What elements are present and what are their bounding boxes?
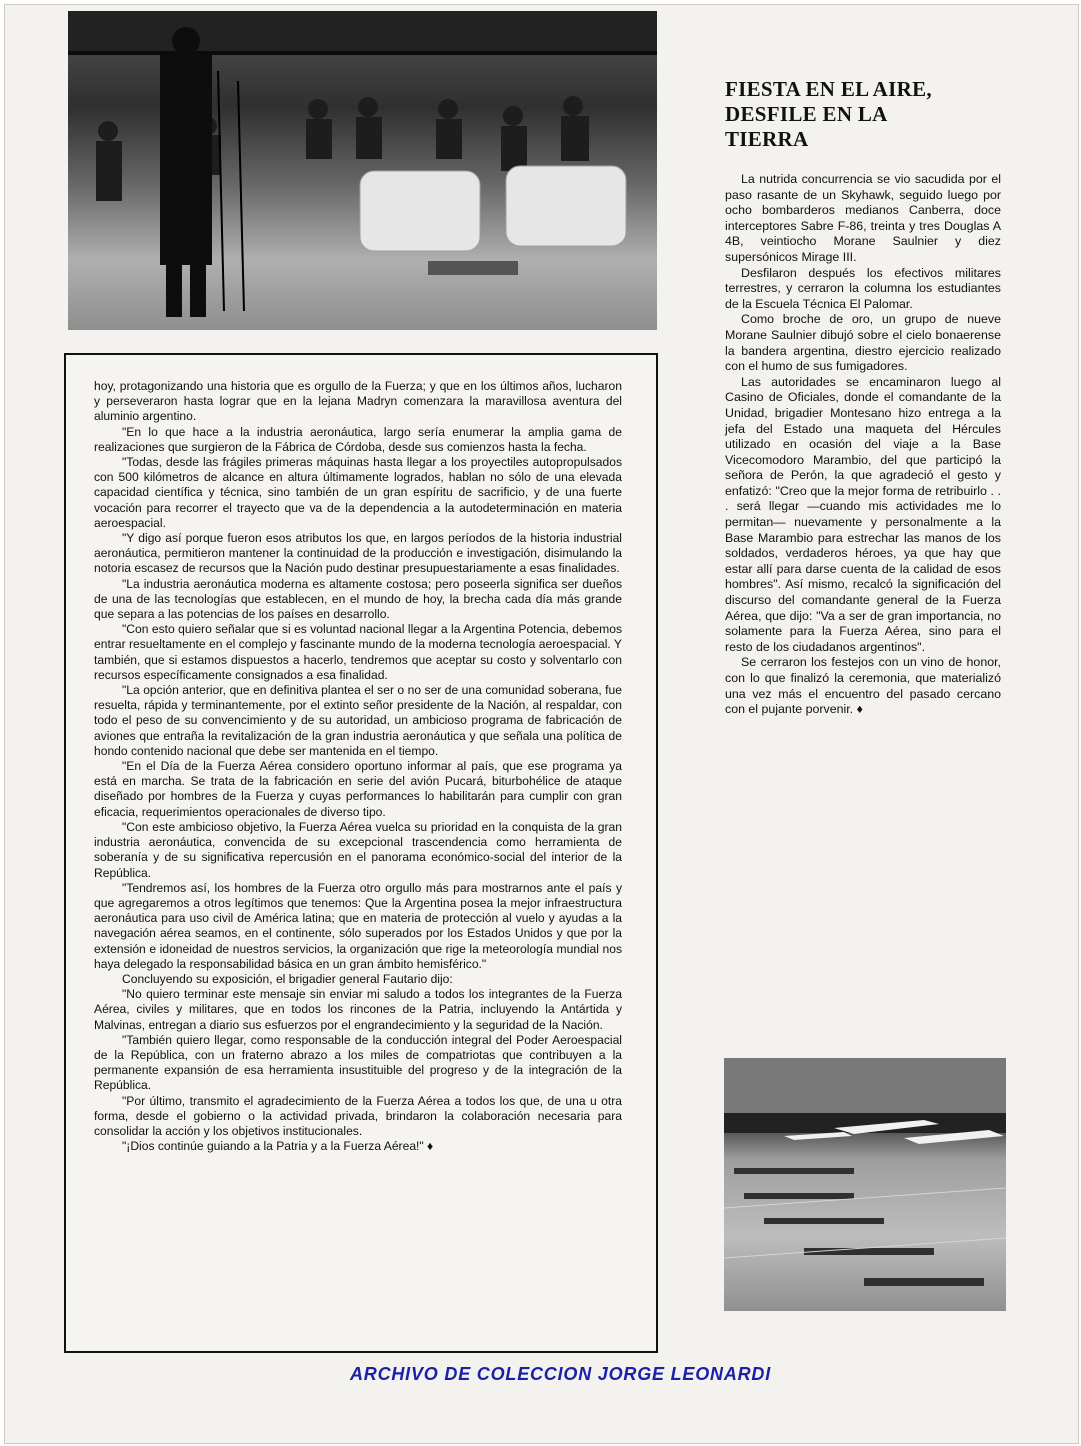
- airfield-parade-photo-icon: [724, 1058, 1006, 1311]
- side-paragraph: Desfilaron después los efectivos militares terrestres, y cerraron la columna los estudiantes de la Escuela Técnica El Palomar.: [725, 265, 1001, 311]
- side-paragraph: Las autoridades se encaminaron luego al Casino de Oficiales, donde el comandante de la Unidad, brigadier Montesano hizo entrega a la jefa del Estado una maqueta del Hércules utilizado en ocasión del viaje a la Base Vicecomodoro Marambio, del que participó la señora de Perón, la que agradeció el gesto y enfatizó: "Creo que la mejor forma de retribuirlo . . . será llegar —cuando mis actividades me lo permitan— nuevamente y personalmente a la Base Marambio para estrechar las manos de los soldados, verdaderos héroes, ya que hay que estar allí para darse cuenta de la calidad de esos hombres". Así mismo, recalcó la significación del discurso del comandante general de la Fuerza Aérea, que dijo: "Va a ser de gran importancia, no solamente para la Fuerza Aérea, sino para el resto de los ciudadanos argentinos".: [725, 374, 1001, 654]
- side-paragraph: Se cerraron los festejos con un vino de honor, con lo que finalizó la ceremonia, que materializó una vez más el encuentro del pasado cercano con el pujante porvenir. ♦: [725, 655, 1001, 717]
- speech-paragraph: "Tendremos así, los hombres de la Fuerza otro orgullo más para mostrarnos ante el país y que agregaremos a otros legítimos que tenemos: Que la Argentina posea la mejor infraestructura aeronáutica para uso civil de América latina; que en materia de protección al vuelo y ayudas a la navegación aérea seamos, en el continente, sólo superados por los Estados Unidos y que por la extensión e idoneidad de nuestros servicios, la organización que rige la meteorología mundial nos haya delegado la responsabilidad básica en un gran ámbito hemisférico.": [94, 880, 622, 971]
- speech-paragraph: "¡Dios continúe guiando a la Patria y a la Fuerza Aérea!" ♦: [122, 1139, 434, 1154]
- speech-paragraph: "No quiero terminar este mensaje sin enviar mi saludo a todos los integrantes de la Fuerza Aérea, civiles y militares, que en todos los rincones de la Patria, incluyendo la Antártida y Malvinas, entregan a diario sus esfuerzos por el engrandecimiento y la seguridad de la Nación.: [94, 987, 622, 1032]
- side-paragraph: La nutrida concurrencia se vio sacudida por el paso rasante de un Skyhawk, seguido luego por ocho bombarderos medianos Canberra, doce interceptores Sabre F-86, treinta y tres Douglas A 4B, veintiocho Morane Saulnier y diez supersónicos Mirage III.: [725, 172, 1001, 264]
- side-paragraph: Como broche de oro, un grupo de nueve Morane Saulnier dibujó sobre el cielo bonaerense la bandera argentina, diestro ejercicio realizado con el humo de sus fumigadores.: [725, 312, 1001, 374]
- speech-paragraph: "Con este ambicioso objetivo, la Fuerza Aérea vuelca su prioridad en la conquista de la gran industria aeronáutica, convencida de su excepcional trascendencia como herramienta de soberanía y de su significativa repercusión en el panorama económico-social del interior de la República.: [94, 819, 622, 880]
- speech-body: [94, 379, 622, 1154]
- side-article-body: [725, 172, 1001, 718]
- speech-paragraph: hoy, protagonizando una historia que es orgullo de la Fuerza; y que en los últimos años, lucharon y perseveraron hasta lograr que en la lejana Madryn comenzara la maravillosa aventura del aluminio argentino.: [94, 379, 622, 424]
- speech-paragraph: "En el Día de la Fuerza Aérea considero oportuno informar al país, que ese programa ya está en marcha. Se trata de la fabricación en serie del avión Pucará, biturbohélice de ataque diseñado por hombres de la Fuerza y cuyas performances lo habilitarán para cumplir con gran eficacia, requerimientos operacionales de diverso tipo.: [94, 759, 622, 819]
- title-line-2: DESFILE EN LA: [725, 102, 888, 126]
- title-line-1: FIESTA EN EL AIRE,: [725, 77, 932, 101]
- speech-paragraph: "Y digo así porque fueron esos atributos los que, en largos períodos de la historia industrial aeronáutica, permitieron mantener la continuidad de la producción e investigación, disimulando la notoria escasez de recursos que la Nación pudo destinar presupuestariamente a esas finalidades.: [94, 531, 622, 576]
- airfield-photo-drawing: [724, 1058, 1006, 1311]
- speech-paragraph: "Todas, desde las frágiles primeras máquinas hasta llegar a los proyectiles autopropulsados con 500 kilómetros de alcance en altura últimamente logrados, hablan no sólo de una elevada capacidad científica y técnica, sino también de un gran espíritu de sacrificio, y de una fuerte vocación para recorrer el trayecto que va de la dependencia a la autodeterminación en materia aeroespacial.: [94, 455, 622, 530]
- speech-paragraph: "También quiero llegar, como responsable de la conducción integral del Poder Aeroespacial de la República, con un fraterno abrazo a los miles de compatriotas que contribuyen a la permanente expansión de esa herramienta insustituible del progreso y de la integración de la República.: [94, 1032, 622, 1093]
- speech-paragraph: "La industria aeronáutica moderna es altamente costosa; pero poseerla significa ser dueños de una de las tecnologías que establecen, en el mundo de hoy, la brecha cada día más grande que separa a las potencias de los países en desarrollo.: [94, 576, 622, 622]
- ceremony-photo-drawing: [68, 11, 657, 330]
- side-article-title: [725, 77, 1015, 152]
- speech-paragraph: Concluyendo su exposición, el brigadier general Fautario dijo:: [122, 971, 453, 986]
- archive-watermark: ARCHIVO DE COLECCION JORGE LEONARDI: [349, 1364, 772, 1384]
- ceremony-photo-icon: [68, 11, 657, 330]
- speech-paragraph: "En lo que hace a la industria aeronáutica, largo sería enumerar la amplia gama de realizaciones que surgieron de la Fábrica de Córdoba, desde sus comienzos hasta la fecha.: [94, 424, 622, 454]
- speech-paragraph: "Por último, transmito el agradecimiento de la Fuerza Aérea a todos los que, de una u otra forma, desde el gobierno o la actividad privada, brindaron la colaboración necesaria para consolidar la acción y los objetivos institucionales.: [94, 1093, 622, 1138]
- magazine-page: [4, 4, 1079, 1444]
- speech-paragraph: "Con esto quiero señalar que si es voluntad nacional llegar a la Argentina Potencia, debemos entrar resueltamente en el complejo y fascinante mundo de la moderna tecnología aeroespacial. Y también, que si estamos dispuestos a hacerlo, tendremos que aceptar su costo y solventarlo con recursos específicamente consignados a esa finalidad.: [94, 622, 622, 682]
- title-line-3: TIERRA: [725, 127, 809, 151]
- speech-paragraph: "La opción anterior, que en definitiva plantea el ser o no ser de una comunidad soberana, fue resuelta, rápida y terminantemente, por el extinto señor presidente de la Nación, al respaldar, con todo el peso de su convencimiento y de su autoridad, un ambicioso programa de fabricación de aviones que entraña la revitalización de la gran industria aeronáutica y que señala una política de hondo contenido nacional que debe ser mantenida en el tiempo.: [94, 683, 622, 758]
